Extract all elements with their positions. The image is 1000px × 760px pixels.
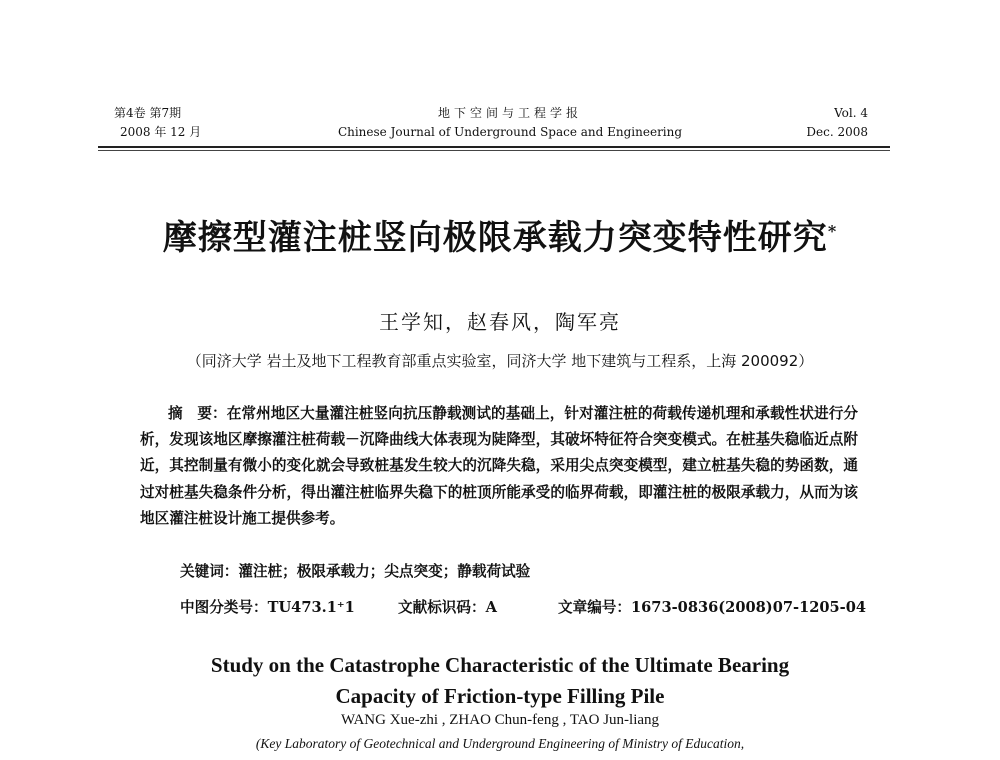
affiliation-en: (Key Laboratory of Geotechnical and Underground Engineering of Ministry of Education,: [255, 736, 745, 751]
clc-value: TU473.1⁺1: [267, 599, 355, 616]
volume-issue-cn: 第4卷 第7期: [114, 106, 182, 120]
keywords-label: 关键词：: [180, 563, 239, 580]
date-cn: 2008 年 12 月: [120, 125, 202, 139]
journal-title-cn: 地下空间与工程学报: [437, 106, 582, 120]
header-rule-thin: [98, 150, 890, 151]
doc-code-value: A: [485, 599, 497, 616]
title-text: 摩擦型灌注桩竖向极限承载力突变特性研究: [162, 218, 828, 258]
header-rule-thick: [98, 146, 890, 148]
abstract-cn: [140, 401, 858, 532]
title-footnote-mark: *: [827, 221, 838, 241]
article-no-label: 文章编号：: [558, 599, 631, 616]
keywords-text: 灌注桩；极限承载力；尖点突变；静载荷试验: [238, 563, 531, 580]
header-center: [330, 104, 690, 142]
document-code: [398, 596, 497, 617]
abstract-label: 摘 要：: [168, 405, 227, 422]
affiliation-cn: （同济大学 岩土及地下工程教育部重点实验室，同济大学 地下建筑与工程系，上海 200092）: [186, 352, 814, 370]
clc-number: [180, 596, 355, 617]
authors-en: WANG Xue-zhi , ZHAO Chun-feng , TAO Jun-liang: [340, 712, 660, 728]
title-en-line2: Capacity of Friction-type Filling Pile: [335, 684, 665, 708]
doc-code-label: 文献标识码：: [398, 599, 486, 616]
clc-label: 中图分类号：: [180, 599, 268, 616]
keywords-cn: [180, 560, 530, 581]
journal-title-en: Chinese Journal of Underground Space and Engineering: [337, 125, 683, 139]
article-no-value: 1673-0836(2008)07-1205-04: [630, 599, 867, 616]
authors-cn: 王学知，赵春风，陶军亮: [379, 310, 621, 334]
article-title-cn: [0, 210, 1000, 259]
header-right: [806, 104, 868, 142]
article-title-en: [0, 650, 1000, 712]
header-left: [114, 104, 201, 142]
volume-en: Vol. 4: [834, 106, 868, 120]
date-en: Dec. 2008: [806, 125, 868, 139]
abstract-text: 在常州地区大量灌注桩竖向抗压静载测试的基础上，针对灌注桩的荷载传递机理和承载性状进行分析，发现该地区摩擦灌注桩荷载－沉降曲线大体表现为陡降型，其破坏特征符合突变模式。在桩基失稳临近点附近，其控制量有微小的变化就会导致桩基发生较大的沉降失稳，采用尖点突变模型，建立桩基失稳的势函数，通过对桩基失稳条件分析，得出灌注桩临界失稳下的桩顶所能承受的临界荷载，即灌注桩的极限承载力，从而为该地区灌注桩设计施工提供参考。: [140, 405, 858, 527]
article-number: [558, 596, 866, 617]
title-en-line1: Study on the Catastrophe Characteristic of the Ultimate Bearing: [210, 653, 790, 677]
